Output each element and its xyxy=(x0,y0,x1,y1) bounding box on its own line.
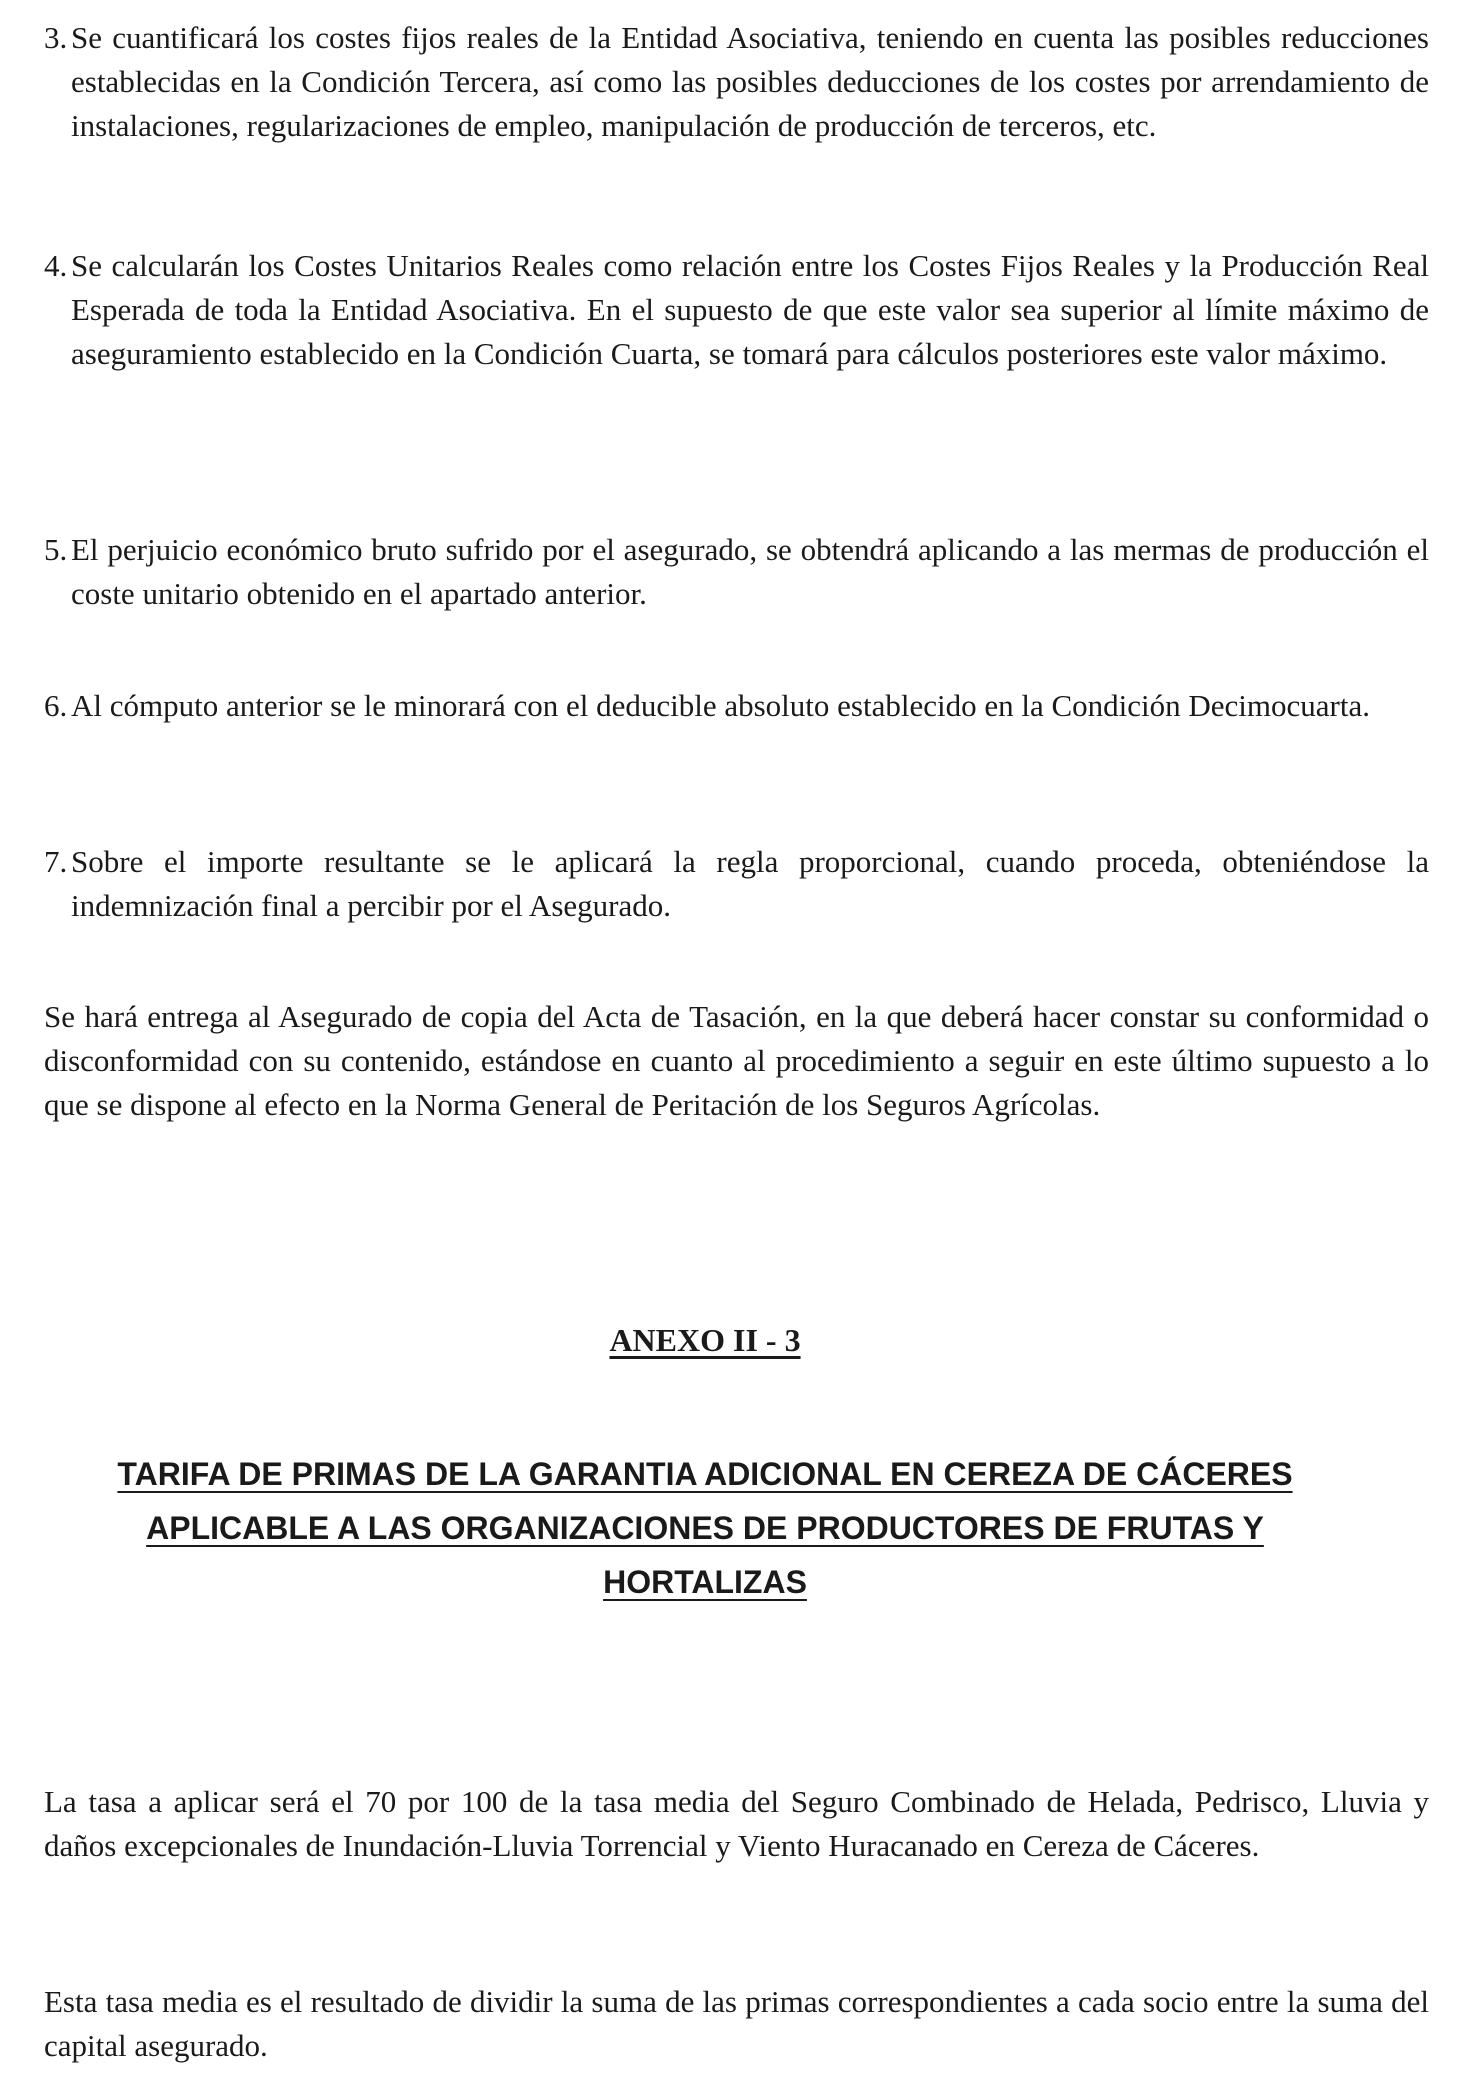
list-item-number: 6. xyxy=(44,688,68,723)
list-item-number: 7. xyxy=(44,844,68,879)
list-item-text: Se calcularán los Costes Unitarios Reales como relación entre los Costes Fijos Reales y la Producción Real Esperada de toda la Entidad Asociativa. En el supuesto de que este valor sea superior al límite máximo de aseguramiento establecido en la Condición Cuarta, se tomará para cálculos posteriores este valor máximo. xyxy=(71,248,1429,371)
anexo-heading-text: ANEXO II - 3 xyxy=(609,1322,801,1358)
list-item-number: 5. xyxy=(44,532,68,567)
tarifa-heading-line-1: TARIFA DE PRIMAS DE LA GARANTIA ADICIONAL EN CEREZA DE CÁCERES xyxy=(117,1456,1293,1492)
tarifa-heading-line-2: APLICABLE A LAS ORGANIZACIONES DE PRODUCTORES DE FRUTAS Y xyxy=(146,1510,1264,1546)
anexo-heading xyxy=(0,1318,1410,1362)
media-paragraph: Esta tasa media es el resultado de dividir la suma de las primas correspondientes a cada socio entre la suma del capital asegurado. xyxy=(44,1984,1429,2063)
list-item-number: 4. xyxy=(44,248,68,283)
list-item-text: Al cómputo anterior se le minorará con el deducible absoluto establecido en la Condición Decimocuarta. xyxy=(71,688,1370,723)
list-item-text: Sobre el importe resultante se le aplicará la regla proporcional, cuando proceda, obteniéndose la indemnización final a percibir por el Asegurado. xyxy=(71,844,1429,923)
tarifa-heading xyxy=(0,1447,1410,1609)
list-item-text: El perjuicio económico bruto sufrido por el asegurado, se obtendrá aplicando a las mermas de producción el coste unitario obtenido en el apartado anterior. xyxy=(71,532,1429,611)
acta-paragraph: Se hará entrega al Asegurado de copia del Acta de Tasación, en la que deberá hacer constar su conformidad o disconformidad con su contenido, estándose en cuanto al procedimiento a seguir en este último supuesto a lo que se dispone al efecto en la Norma General de Peritación de los Seguros Agrícolas. xyxy=(44,999,1429,1122)
tasa-paragraph: La tasa a aplicar será el 70 por 100 de la tasa media del Seguro Combinado de Helada, Pedrisco, Lluvia y daños excepcionales de Inundación-Lluvia Torrencial y Viento Huracanado en Cereza de Cáceres. xyxy=(44,1784,1429,1863)
list-item-number: 3. xyxy=(44,20,68,55)
list-item-text: Se cuantificará los costes fijos reales de la Entidad Asociativa, teniendo en cuenta las posibles reducciones establecidas en la Condición Tercera, así como las posibles deducciones de los costes por arrendamiento de instalaciones, regularizaciones de empleo, manipulación de producción de terceros, etc. xyxy=(71,20,1429,143)
tarifa-heading-line-3: HORTALIZAS xyxy=(603,1564,807,1600)
